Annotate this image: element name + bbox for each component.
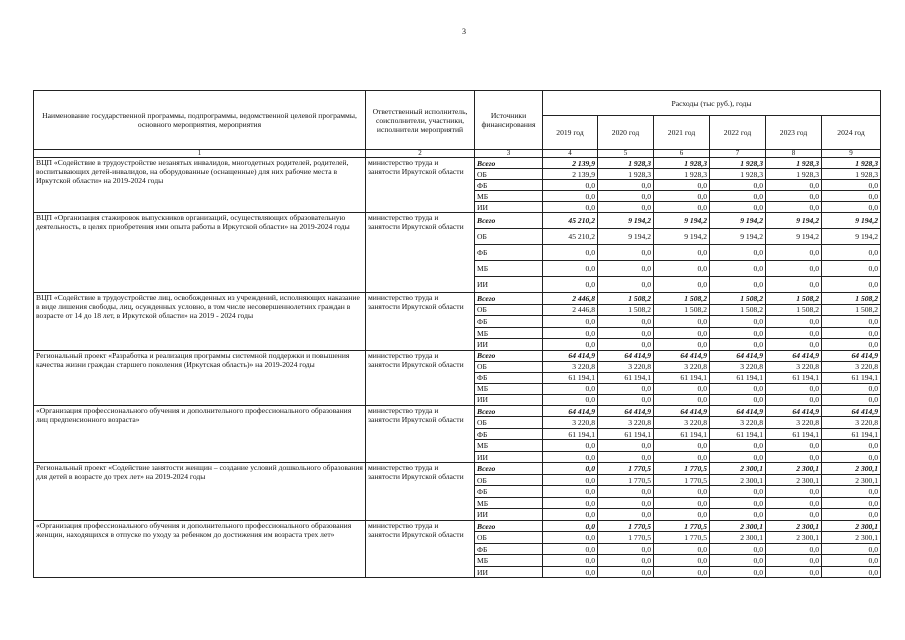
expense-value: 9 194,2 [766,229,822,245]
program-executor: министерство труда и занятости Иркутской области [366,350,475,405]
expense-value: 0,0 [654,383,710,394]
expense-value: 1 508,2 [598,304,654,316]
expense-value: 0,0 [822,316,881,328]
funding-source: ОБ [475,229,543,245]
funding-source: ИИ [475,451,543,463]
funding-source: МБ [475,261,543,277]
expense-value: 0,0 [822,383,881,394]
expense-value: 0,0 [710,509,766,521]
expense-value: 0,0 [654,245,710,261]
expense-value: 9 194,2 [654,213,710,229]
expense-value: 0,0 [710,394,766,405]
funding-source: Всего [475,213,543,229]
expense-value: 61 194,1 [543,372,598,383]
table-row [34,520,881,532]
expense-value: 0,0 [710,486,766,498]
expense-value: 0,0 [710,261,766,277]
funding-source: ФБ [475,486,543,498]
expense-value: 3 220,8 [598,417,654,429]
expense-value: 3 220,8 [710,361,766,372]
expense-value: 1 928,3 [822,158,881,169]
expense-value: 64 414,9 [766,405,822,417]
expense-value: 1 928,3 [598,158,654,169]
funding-source: Всего [475,463,543,475]
expense-value: 0,0 [710,277,766,293]
expense-value: 0,0 [654,394,710,405]
expense-value: 61 194,1 [654,428,710,440]
expense-value: 0,0 [710,202,766,213]
expense-value: 0,0 [654,277,710,293]
expense-value: 0,0 [822,497,881,509]
table-row [34,213,881,229]
program-executor: министерство труда и занятости Иркутской области [366,158,475,213]
expense-value: 64 414,9 [543,405,598,417]
expense-value: 3 220,8 [710,417,766,429]
expense-value: 1 508,2 [822,293,881,305]
expense-value: 0,0 [598,486,654,498]
expense-value: 0,0 [654,451,710,463]
funding-source: ОБ [475,169,543,180]
expense-value: 0,0 [543,509,598,521]
expense-value: 64 414,9 [654,350,710,361]
program-executor: министерство труда и занятости Иркутской области [366,293,475,351]
expense-value: 1 508,2 [766,293,822,305]
expense-value: 0,0 [543,463,598,475]
expense-value: 0,0 [710,566,766,578]
expense-value: 61 194,1 [766,428,822,440]
expense-value: 3 220,8 [766,417,822,429]
expense-value: 1 770,5 [598,520,654,532]
funding-source: Всего [475,158,543,169]
page-number: 3 [462,27,466,36]
expense-value: 9 194,2 [710,229,766,245]
expense-value: 0,0 [654,566,710,578]
expense-value: 0,0 [822,245,881,261]
expense-value: 0,0 [766,486,822,498]
funding-source: МБ [475,191,543,202]
funding-source: ФБ [475,180,543,191]
funding-source: ОБ [475,304,543,316]
column-index: 9 [822,150,881,158]
column-index: 6 [654,150,710,158]
expense-value: 9 194,2 [598,229,654,245]
expense-value: 0,0 [766,261,822,277]
funding-source: ОБ [475,532,543,544]
expense-value: 1 770,5 [654,532,710,544]
expense-value: 0,0 [710,555,766,567]
funding-source: ФБ [475,543,543,555]
expense-value: 0,0 [654,555,710,567]
program-executor: министерство труда и занятости Иркутской области [366,463,475,521]
expense-value: 0,0 [710,497,766,509]
expense-value: 2 300,1 [710,520,766,532]
expense-value: 2 300,1 [766,474,822,486]
expense-value: 0,0 [543,394,598,405]
expense-value: 61 194,1 [710,428,766,440]
expense-value: 0,0 [598,316,654,328]
expense-value: 1 928,3 [710,169,766,180]
expense-value: 1 928,3 [598,169,654,180]
expense-value: 0,0 [766,277,822,293]
expense-value: 0,0 [710,543,766,555]
program-name: Региональный проект «Разработка и реализация программы системной поддержки и повышения качества жизни граждан старшего поколения (Иркутская область)» на 2019-2024 годы [34,350,366,405]
expense-value: 0,0 [543,451,598,463]
expense-value: 0,0 [654,261,710,277]
expense-value: 1 928,3 [710,158,766,169]
expense-value: 0,0 [598,440,654,452]
header-name: Наименование государственной программы, подпрограммы, ведомственной целевой программы, основного мероприятия, мероприятия [34,91,366,150]
expense-value: 0,0 [543,202,598,213]
expense-value: 0,0 [598,543,654,555]
expense-value: 0,0 [822,509,881,521]
funding-source: ИИ [475,339,543,351]
funding-source: ФБ [475,245,543,261]
funding-source: ФБ [475,316,543,328]
expense-value: 0,0 [822,440,881,452]
expense-value: 1 928,3 [766,169,822,180]
expense-value: 0,0 [766,543,822,555]
program-name: Региональный проект «Содействие занятости женщин – создание условий дошкольного образования для детей в возрасте до трех лет» на 2019-2024 годы [34,463,366,521]
column-index: 4 [543,150,598,158]
header-year: 2023 год [766,116,822,150]
expense-value: 0,0 [654,486,710,498]
expense-value: 0,0 [822,555,881,567]
expense-value: 9 194,2 [710,213,766,229]
expense-value: 0,0 [710,383,766,394]
table-row [34,350,881,361]
expense-value: 2 300,1 [822,520,881,532]
funding-source: ОБ [475,474,543,486]
expense-value: 2 300,1 [710,474,766,486]
expense-value: 0,0 [766,566,822,578]
expense-value: 0,0 [766,383,822,394]
expense-value: 61 194,1 [598,428,654,440]
funding-source: МБ [475,440,543,452]
expense-value: 0,0 [598,555,654,567]
expense-value: 0,0 [598,277,654,293]
expense-value: 0,0 [710,191,766,202]
expense-value: 0,0 [543,191,598,202]
expense-value: 64 414,9 [598,405,654,417]
funding-source: МБ [475,555,543,567]
expense-value: 0,0 [543,180,598,191]
expense-value: 3 220,8 [598,361,654,372]
expense-value: 0,0 [654,440,710,452]
table-row [34,293,881,305]
funding-source: ИИ [475,509,543,521]
program-name: ВЦП «Содействие в трудоустройстве лиц, освобожденных из учреждений, исполняющих наказание в виде лишения свободы, лиц, осужденных условно, в том числе несовершеннолетних граждан в возрасте от 14 до 18 лет, в Иркутской области» на 2019 - 2024 годы [34,293,366,351]
expense-value: 0,0 [598,394,654,405]
expense-value: 0,0 [766,509,822,521]
column-index: 2 [366,150,475,158]
expense-value: 0,0 [543,339,598,351]
expense-value: 0,0 [543,555,598,567]
expense-value: 0,0 [710,440,766,452]
expense-value: 1 770,5 [654,463,710,475]
expense-value: 61 194,1 [543,428,598,440]
expense-value: 0,0 [543,486,598,498]
expense-value: 1 770,5 [598,474,654,486]
expense-value: 2 300,1 [766,520,822,532]
expense-value: 45 210,2 [543,213,598,229]
expense-value: 2 300,1 [766,532,822,544]
expense-value: 0,0 [710,451,766,463]
program-executor: министерство труда и занятости Иркутской области [366,213,475,293]
expense-value: 0,0 [543,277,598,293]
funding-source: МБ [475,497,543,509]
expense-value: 2 139,9 [543,158,598,169]
expense-value: 0,0 [766,555,822,567]
expense-value: 61 194,1 [822,372,881,383]
column-index: 3 [475,150,543,158]
expense-value: 0,0 [543,316,598,328]
expense-value: 0,0 [822,261,881,277]
expense-value: 3 220,8 [543,361,598,372]
program-name: «Организация профессионального обучения и дополнительного профессионального образования лиц предпенсионного возраста» [34,405,366,463]
expense-value: 1 508,2 [710,293,766,305]
expense-value: 64 414,9 [598,350,654,361]
expense-value: 0,0 [710,245,766,261]
table-row [34,158,881,169]
expense-value: 9 194,2 [822,229,881,245]
expense-value: 3 220,8 [822,417,881,429]
expense-value: 0,0 [598,339,654,351]
expense-value: 0,0 [654,497,710,509]
expense-value: 0,0 [543,261,598,277]
expense-value: 0,0 [822,394,881,405]
expense-value: 1 928,3 [654,169,710,180]
expense-value: 0,0 [822,202,881,213]
expense-value: 0,0 [822,543,881,555]
column-index: 7 [710,150,766,158]
expense-value: 0,0 [598,202,654,213]
expense-value: 0,0 [766,202,822,213]
expense-value: 3 220,8 [654,417,710,429]
expense-value: 0,0 [543,543,598,555]
expense-value: 0,0 [710,316,766,328]
expense-value: 9 194,2 [598,213,654,229]
funding-source: Всего [475,520,543,532]
expense-value: 1 770,5 [654,520,710,532]
expense-value: 1 770,5 [598,463,654,475]
expense-value: 0,0 [822,180,881,191]
funding-source: ФБ [475,372,543,383]
expense-value: 0,0 [822,277,881,293]
program-name: ВЦП «Организация стажировок выпускников организаций, осуществляющих образовательную деятельность, в целях приобретения ими опыта работы в Иркутской области» на 2019-2024 годы [34,213,366,293]
expense-value: 3 220,8 [822,361,881,372]
expense-value: 1 508,2 [598,293,654,305]
expense-value: 3 220,8 [766,361,822,372]
header-year: 2022 год [710,116,766,150]
expense-value: 0,0 [543,532,598,544]
expense-value: 2 300,1 [766,463,822,475]
expense-value: 0,0 [543,383,598,394]
expense-value: 9 194,2 [654,229,710,245]
program-executor: министерство труда и занятости Иркутской области [366,520,475,578]
expense-value: 0,0 [822,191,881,202]
expense-value: 0,0 [654,316,710,328]
header-year: 2020 год [598,116,654,150]
funding-source: ИИ [475,277,543,293]
expense-value: 1 508,2 [822,304,881,316]
expense-value: 0,0 [822,486,881,498]
expense-value: 0,0 [766,394,822,405]
expense-value: 2 300,1 [710,463,766,475]
expense-value: 0,0 [598,191,654,202]
expense-value: 9 194,2 [766,213,822,229]
expense-value: 0,0 [766,497,822,509]
expense-value: 1 928,3 [766,158,822,169]
expense-value: 61 194,1 [598,372,654,383]
expense-value: 64 414,9 [543,350,598,361]
funding-source: ОБ [475,417,543,429]
expense-value: 2 139,9 [543,169,598,180]
expense-value: 0,0 [598,497,654,509]
program-executor: министерство труда и занятости Иркутской области [366,405,475,463]
expense-value: 0,0 [543,327,598,339]
expense-value: 0,0 [766,245,822,261]
expense-value: 0,0 [598,180,654,191]
expense-value: 2 300,1 [822,474,881,486]
expense-value: 3 220,8 [654,361,710,372]
expense-value: 45 210,2 [543,229,598,245]
expense-value: 0,0 [822,566,881,578]
column-index: 8 [766,150,822,158]
expense-value: 1 508,2 [654,293,710,305]
expense-value: 0,0 [543,566,598,578]
funding-source: ИИ [475,202,543,213]
table-row [34,405,881,417]
expense-value: 64 414,9 [710,350,766,361]
funding-source: МБ [475,327,543,339]
table-row [34,463,881,475]
expense-value: 61 194,1 [822,428,881,440]
expense-value: 3 220,8 [543,417,598,429]
expense-value: 2 446,8 [543,293,598,305]
header-executor: Ответственный исполнитель, соисполнители, участники, исполнители мероприятий [366,91,475,150]
expense-value: 0,0 [654,191,710,202]
expense-value: 0,0 [766,180,822,191]
expense-value: 0,0 [766,451,822,463]
expense-value: 0,0 [654,543,710,555]
funding-source: Всего [475,405,543,417]
header-expenses: Расходы (тыс руб.), годы [543,91,881,116]
expense-value: 61 194,1 [766,372,822,383]
expense-value: 0,0 [710,339,766,351]
expense-value: 0,0 [543,245,598,261]
expense-value: 0,0 [598,451,654,463]
expense-value: 64 414,9 [766,350,822,361]
expense-value: 61 194,1 [654,372,710,383]
expense-value: 0,0 [598,566,654,578]
expense-value: 0,0 [654,327,710,339]
expense-value: 0,0 [822,451,881,463]
funding-source: Всего [475,350,543,361]
column-index: 1 [34,150,366,158]
column-index-row [34,150,881,158]
expense-value: 0,0 [710,327,766,339]
expense-value: 64 414,9 [822,405,881,417]
funding-source: ОБ [475,361,543,372]
header-year: 2021 год [654,116,710,150]
expense-value: 1 770,5 [598,532,654,544]
expense-value: 1 928,3 [654,158,710,169]
funding-source: Всего [475,293,543,305]
expense-value: 0,0 [766,191,822,202]
expense-value: 0,0 [598,261,654,277]
expense-value: 1 770,5 [654,474,710,486]
expense-value: 0,0 [822,327,881,339]
expense-value: 0,0 [822,339,881,351]
expense-value: 0,0 [710,180,766,191]
expense-value: 0,0 [654,339,710,351]
header-year: 2024 год [822,116,881,150]
header-year: 2019 год [543,116,598,150]
funding-source: ИИ [475,394,543,405]
header-sources: Источники финансирования [475,91,543,150]
expense-value: 0,0 [654,202,710,213]
expense-value: 0,0 [766,440,822,452]
expense-value: 9 194,2 [822,213,881,229]
expense-value: 0,0 [543,440,598,452]
expense-value: 61 194,1 [710,372,766,383]
expense-value: 64 414,9 [822,350,881,361]
program-name: ВЦП «Содействие в трудоустройстве незанятых инвалидов, многодетных родителей, родителей, воспитывающих детей-инвалидов, на оборудованные (оснащенные) для них рабочие места в Иркутской области» на 2019-2024 годы [34,158,366,213]
program-name: «Организация профессионального обучения и дополнительного профессионального образования женщин, находящихся в отпуске по уходу за ребенком до достижения им возраста трех лет» [34,520,366,578]
budget-table [33,90,881,578]
expense-value: 2 300,1 [710,532,766,544]
expense-value: 0,0 [654,180,710,191]
expense-value: 0,0 [766,327,822,339]
expense-value: 0,0 [543,474,598,486]
column-index: 5 [598,150,654,158]
expense-value: 0,0 [598,383,654,394]
expense-value: 2 300,1 [822,463,881,475]
expense-value: 64 414,9 [654,405,710,417]
expense-value: 2 446,8 [543,304,598,316]
expense-value: 0,0 [654,509,710,521]
expense-value: 2 300,1 [822,532,881,544]
expense-value: 0,0 [598,245,654,261]
funding-source: ИИ [475,566,543,578]
expense-value: 1 508,2 [710,304,766,316]
expense-value: 0,0 [766,316,822,328]
expense-value: 1 508,2 [654,304,710,316]
expense-value: 0,0 [543,497,598,509]
funding-source: ФБ [475,428,543,440]
expense-value: 1 508,2 [766,304,822,316]
expense-value: 0,0 [598,327,654,339]
expense-value: 0,0 [543,520,598,532]
expense-value: 1 928,3 [822,169,881,180]
expense-value: 0,0 [598,509,654,521]
funding-source: МБ [475,383,543,394]
expense-value: 64 414,9 [710,405,766,417]
expense-value: 0,0 [766,339,822,351]
